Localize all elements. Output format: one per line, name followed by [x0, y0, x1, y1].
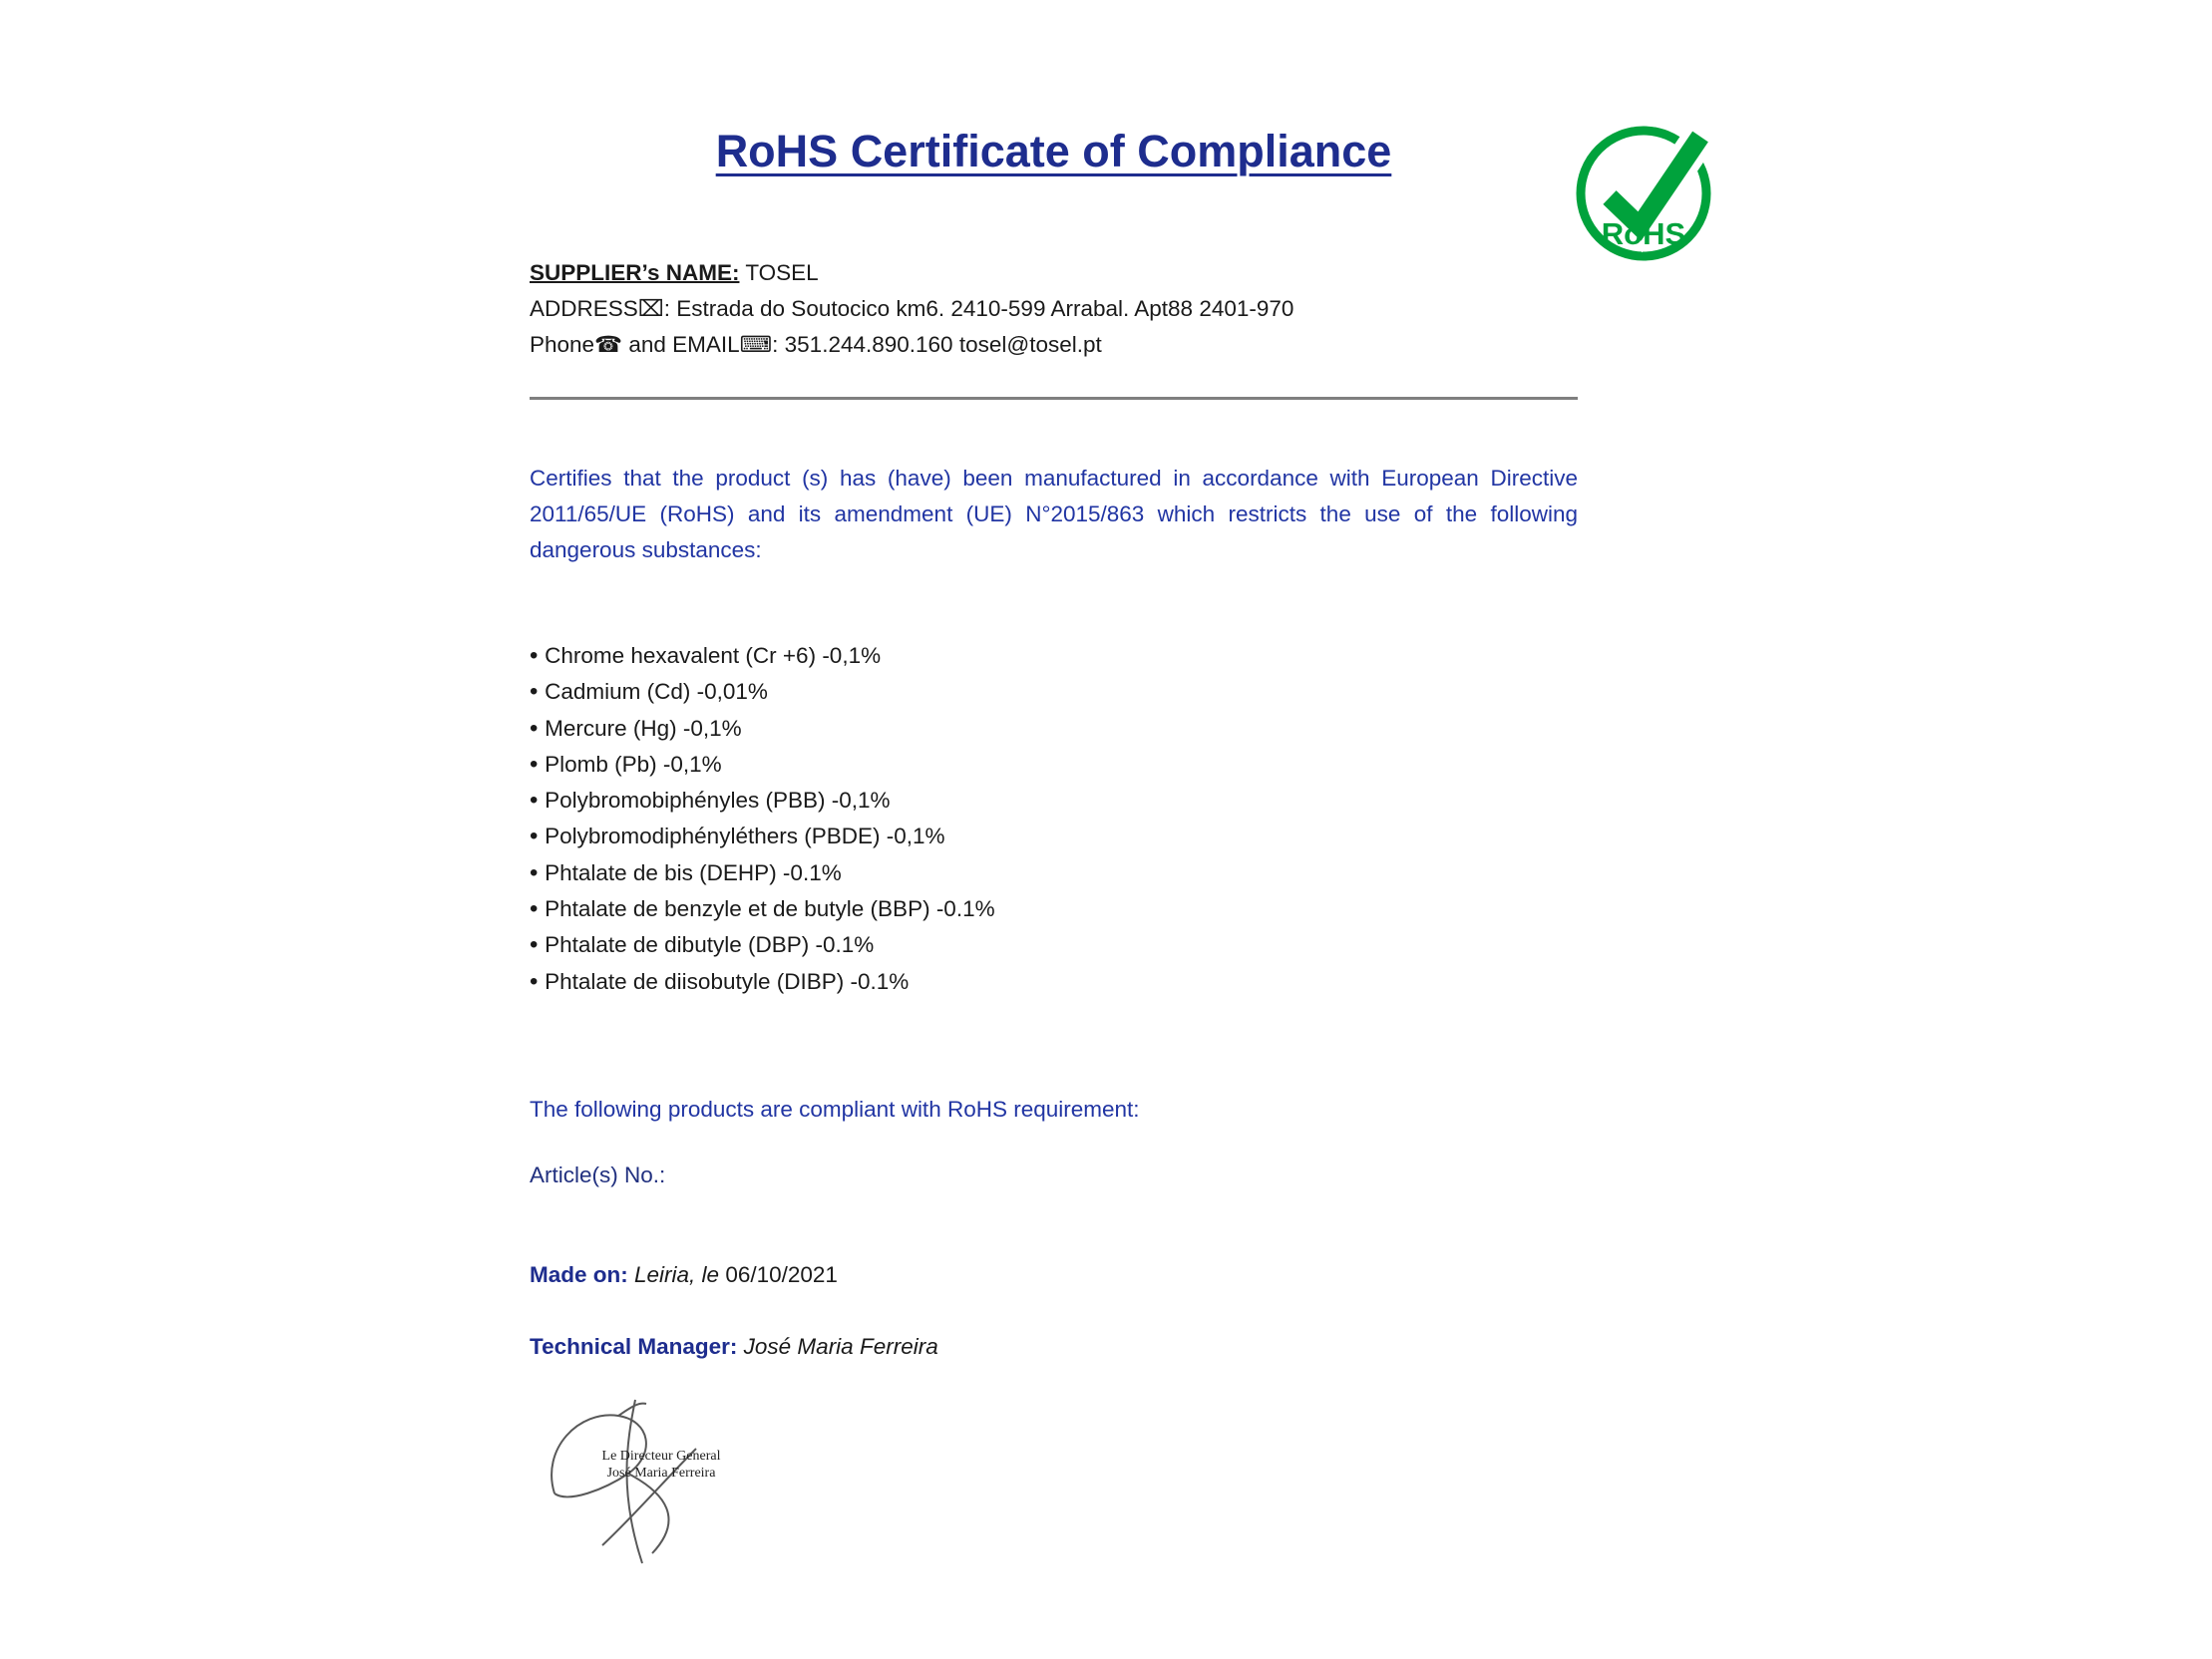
made-on-date: 06/10/2021	[725, 1262, 838, 1287]
supplier-address-label: ADDRESS⌧:	[530, 296, 670, 321]
substance-item: • Chrome hexavalent (Cr +6) -0,1%	[530, 638, 1578, 674]
technical-manager-line	[530, 1334, 1578, 1360]
supplier-name-label: SUPPLIER’s NAME:	[530, 260, 740, 285]
signature-caption-line1: Le Directeur General	[601, 1449, 721, 1464]
substance-item: • Phtalate de diisobutyle (DIBP) -0.1%	[530, 964, 1578, 1000]
supplier-contact-label: Phone☎ and EMAIL⌨:	[530, 332, 779, 357]
document-title: RoHS Certificate of Compliance	[715, 126, 1392, 176]
compliance-statement: The following products are compliant with RoHS requirement:	[530, 1097, 1140, 1122]
substance-item: • Polybromobiphényles (PBB) -0,1%	[530, 783, 1578, 819]
signature-caption-line2: José Maria Ferreira	[606, 1466, 716, 1481]
signature-scribble-icon	[535, 1394, 769, 1573]
technical-manager-name: José Maria Ferreira	[743, 1334, 938, 1359]
certification-paragraph: Certifies that the product (s) has (have) been manufactured in accordance with European Directive 2011/65/UE (RoHS) and its amendment (UE) N°2015/863 which restricts the use of the following dangerous substances:	[530, 466, 1578, 562]
rohs-logo-text: RoHS	[1601, 216, 1686, 251]
supplier-name-value: TOSEL	[745, 260, 819, 285]
made-on-place: Leiria, le	[634, 1262, 720, 1287]
rohs-logo	[1572, 116, 1721, 265]
technical-manager-label: Technical Manager:	[530, 1334, 738, 1359]
supplier-block	[530, 255, 1578, 363]
made-on-line	[530, 1262, 1578, 1288]
made-on-label: Made on:	[530, 1262, 628, 1287]
substance-item: • Plomb (Pb) -0,1%	[530, 747, 1578, 783]
substance-item: • Cadmium (Cd) -0,01%	[530, 674, 1578, 710]
supplier-address-value: Estrada do Soutocico km6. 2410-599 Arrabal. Apt88 2401-970	[676, 296, 1294, 321]
substance-item: • Phtalate de bis (DEHP) -0.1%	[530, 855, 1578, 891]
article-number-label: Article(s) No.:	[530, 1162, 666, 1187]
signature-block	[535, 1394, 769, 1573]
substance-item: • Phtalate de benzyle et de butyle (BBP) -0.1%	[530, 891, 1578, 927]
title-row	[530, 126, 1578, 177]
substances-list	[530, 638, 1578, 1000]
substance-item: • Polybromodiphényléthers (PBDE) -0,1%	[530, 819, 1578, 854]
rohs-check-icon	[1572, 116, 1721, 265]
signature-caption	[586, 1448, 736, 1482]
substance-item: • Mercure (Hg) -0,1%	[530, 711, 1578, 747]
supplier-name-line	[530, 255, 1578, 291]
supplier-address-line	[530, 291, 1578, 327]
supplier-contact-line	[530, 327, 1578, 363]
supplier-contact-value: 351.244.890.160 tosel@tosel.pt	[784, 332, 1102, 357]
substance-item: • Phtalate de dibutyle (DBP) -0.1%	[530, 927, 1578, 963]
horizontal-divider	[530, 397, 1578, 400]
